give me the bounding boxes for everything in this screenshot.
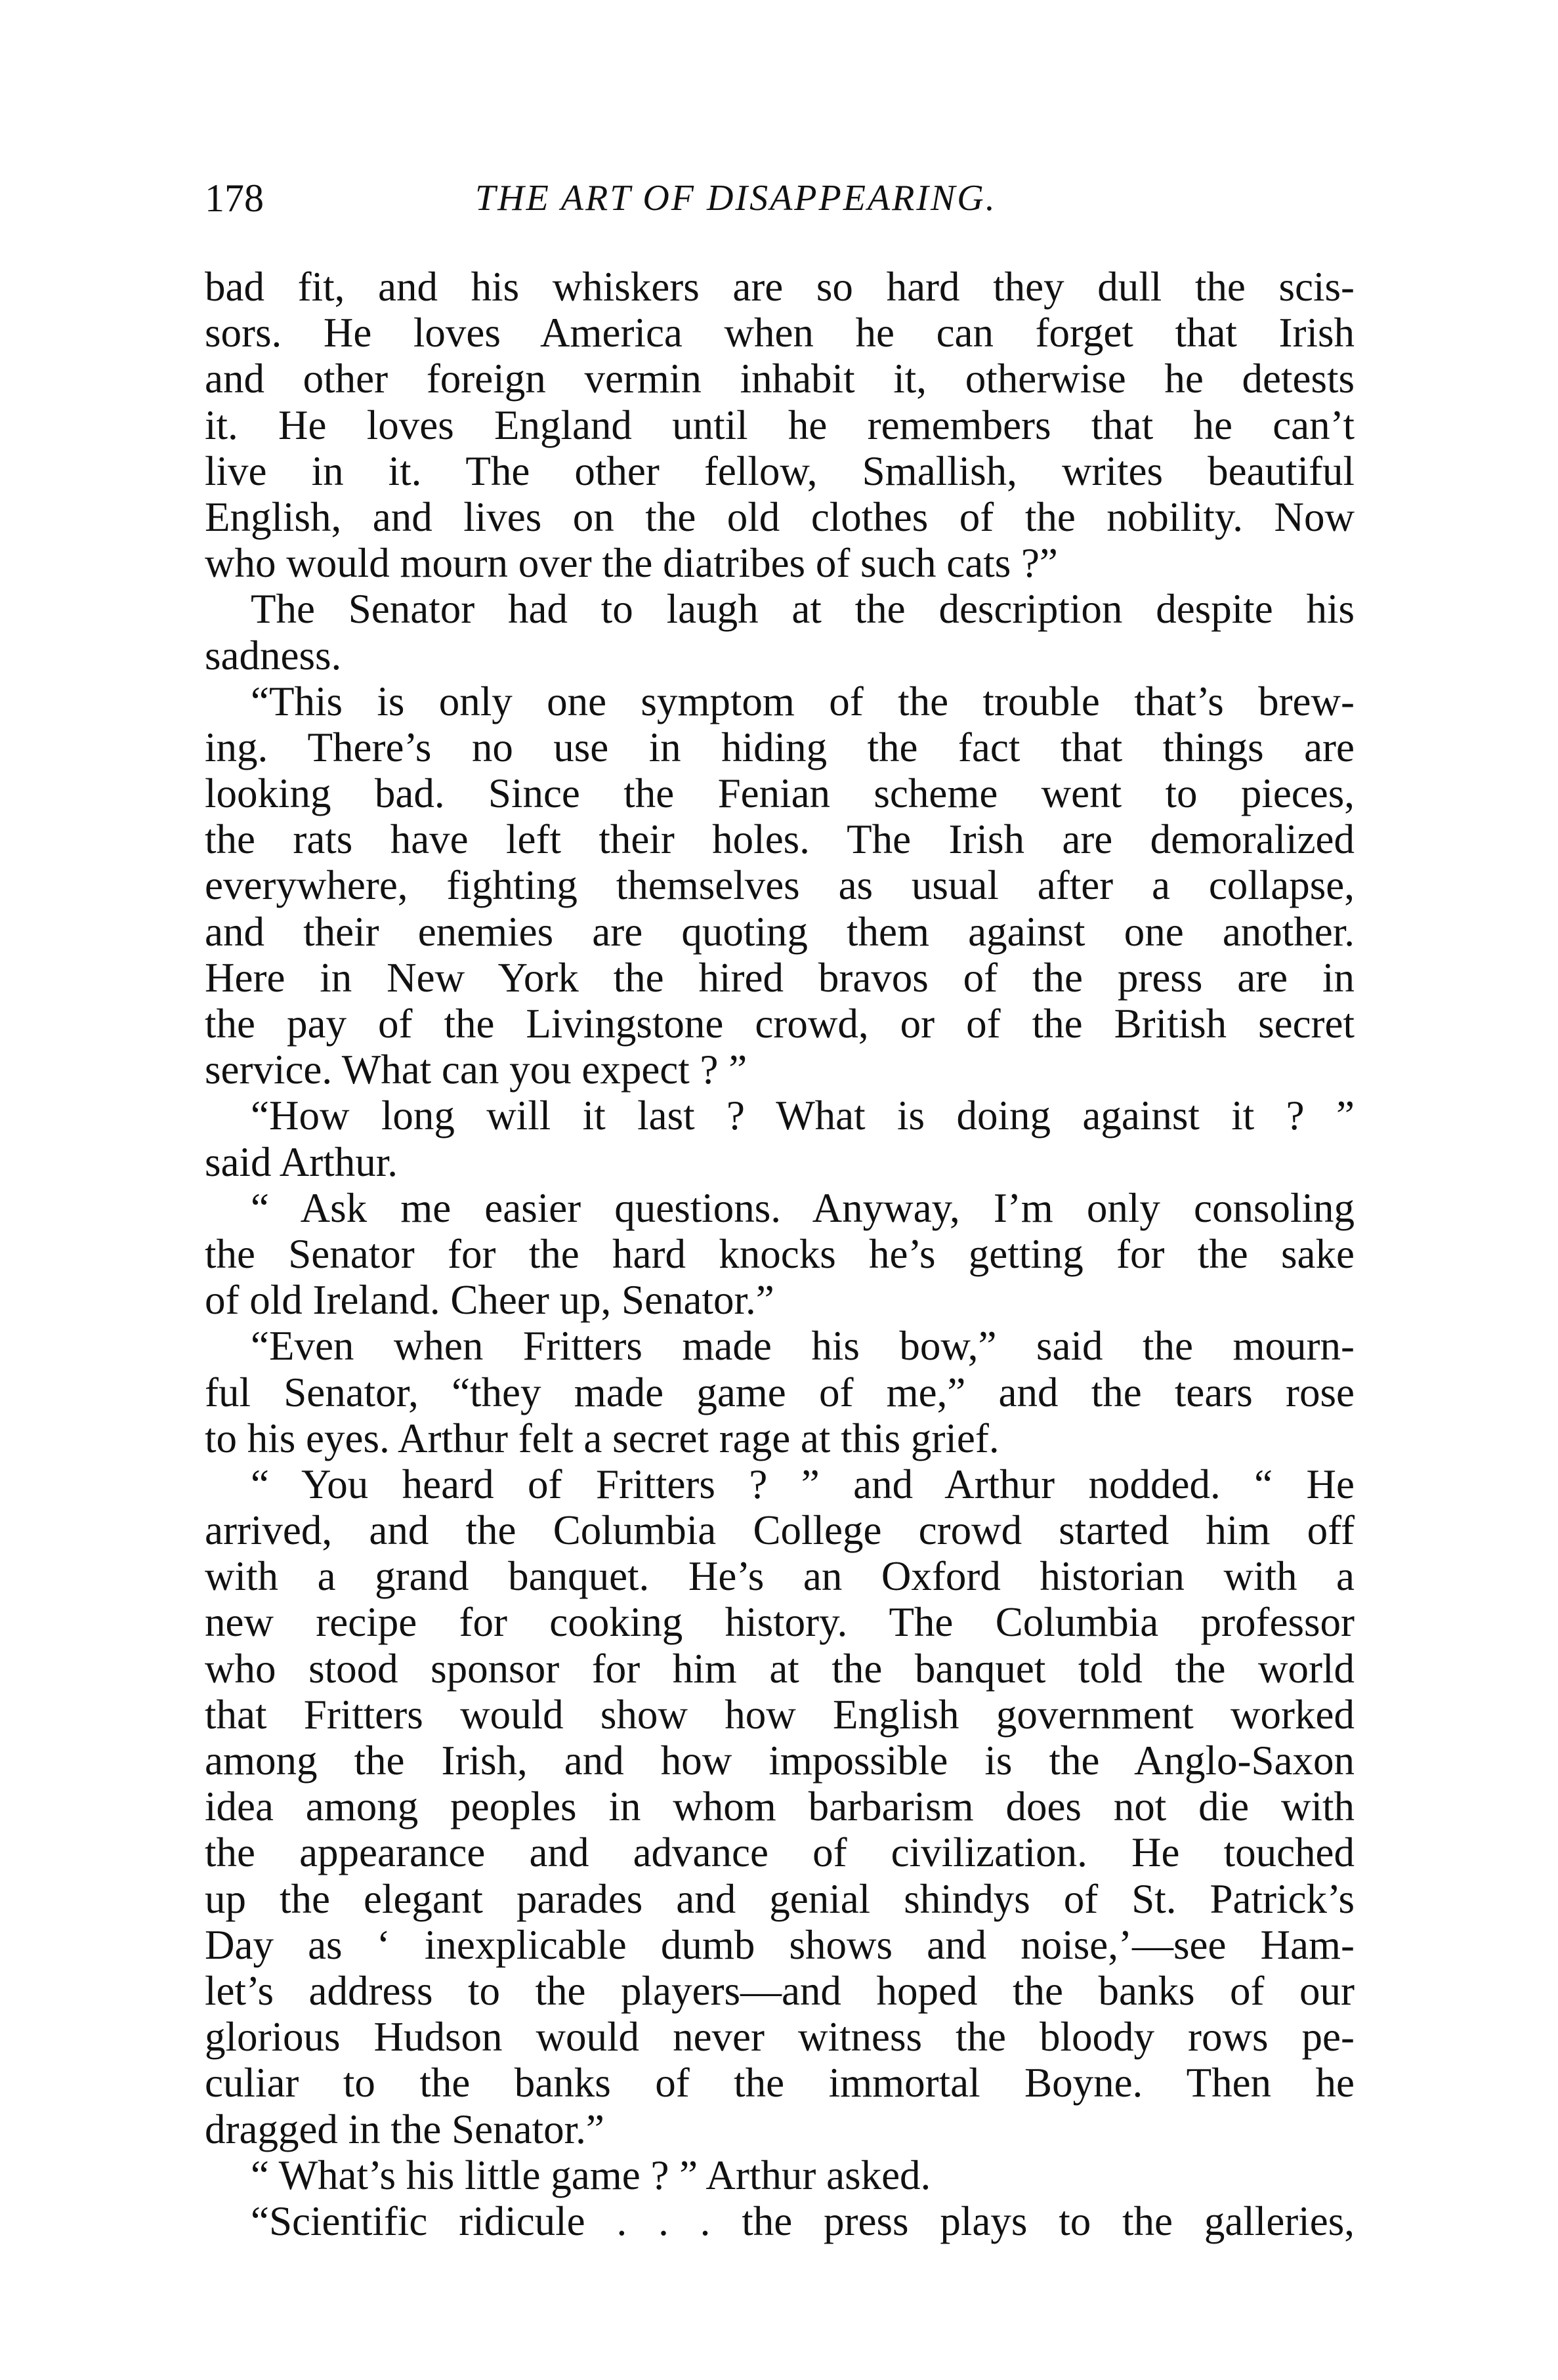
text-line: idea among peoples in whom barbarism does not die with [205,1784,1355,1830]
body-text [205,264,1355,2244]
text-line: “ What’s his little game ? ” Arthur asked. [251,2152,931,2198]
running-head [205,172,1355,224]
text-line: sors. He loves America when he can forget that Irish [205,310,1355,356]
text-line: and other foreign vermin inhabit it, otherwise he detests [205,356,1355,402]
text-line: dragged in the Senator.” [205,2106,604,2152]
text-line: up the elegant parades and genial shindys of St. Patrick’s [205,1875,1355,1922]
text-line: “Even when Fritters made his bow,” said the mourn- [251,1323,1355,1369]
text-line: said Arthur. [205,1138,398,1185]
text-line: of old Ireland. Cheer up, Senator.” [205,1277,774,1324]
text-line: service. What can you expect ? ” [205,1047,747,1093]
text-line: the rats have left their holes. The Irish are demoralized [205,816,1355,863]
text-line: The Senator had to laugh at the description despite his [251,586,1355,633]
text-line: who would mourn over the diatribes of such cats ?” [205,540,1058,587]
text-line: sadness. [205,632,342,679]
text-line: among the Irish, and how impossible is the Anglo-Saxon [205,1738,1355,1784]
text-line: culiar to the banks of the immortal Boyne. Then he [205,2060,1355,2106]
text-line: that Fritters would show how English government worked [205,1691,1355,1738]
text-line: it. He loves England until he remembers that he can’t [205,402,1355,448]
text-line: the Senator for the hard knocks he’s getting for the sake [205,1230,1355,1277]
text-line: new recipe for cooking history. The Columbia professor [205,1599,1355,1646]
text-line: ing. There’s no use in hiding the fact that things are [205,724,1355,770]
text-line: who stood sponsor for him at the banquet told the world [205,1645,1355,1692]
text-line: “How long will it last ? What is doing against it ? ” [251,1093,1355,1139]
text-line: “ You heard of Fritters ? ” and Arthur nodded. “ He [251,1461,1355,1507]
text-line: looking bad. Since the Fenian scheme went to pieces, [205,770,1355,817]
text-line: let’s address to the players—and hoped the banks of our [205,1967,1355,2014]
text-line: “This is only one symptom of the trouble that’s brew- [251,678,1355,724]
running-title: THE ART OF DISAPPEARING. [475,178,997,219]
text-line: the pay of the Livingstone crowd, or of the British secret [205,1001,1355,1047]
text-line: bad fit, and his whiskers are so hard they dull the scis- [205,264,1355,310]
text-line: ful Senator, “they made game of me,” and the tears rose [205,1369,1355,1415]
text-line: glorious Hudson would never witness the bloody rows pe- [205,2014,1355,2060]
text-line: to his eyes. Arthur felt a secret rage at this grief. [205,1415,1000,1461]
text-line: Day as ‘ inexplicable dumb shows and noise,’—see Ham- [205,1921,1355,1968]
text-line: English, and lives on the old clothes of the nobility. Now [205,493,1355,540]
text-line: “Scientific ridicule . . . the press plays to the galleries, [251,2198,1355,2244]
text-line: arrived, and the Columbia College crowd started him off [205,1507,1355,1554]
text-line: everywhere, fighting themselves as usual after a collapse, [205,862,1355,909]
text-line: live in it. The other fellow, Smallish, writes beautiful [205,448,1355,494]
page-number: 178 [205,177,264,220]
text-line: “ Ask me easier questions. Anyway, I’m only consoling [251,1184,1355,1231]
text-line: Here in New York the hired bravos of the press are in [205,954,1355,1001]
text-line: and their enemies are quoting them against one another. [205,908,1355,955]
text-line: the appearance and advance of civilization. He touched [205,1829,1355,1876]
text-line: with a grand banquet. He’s an Oxford historian with a [205,1553,1355,1600]
